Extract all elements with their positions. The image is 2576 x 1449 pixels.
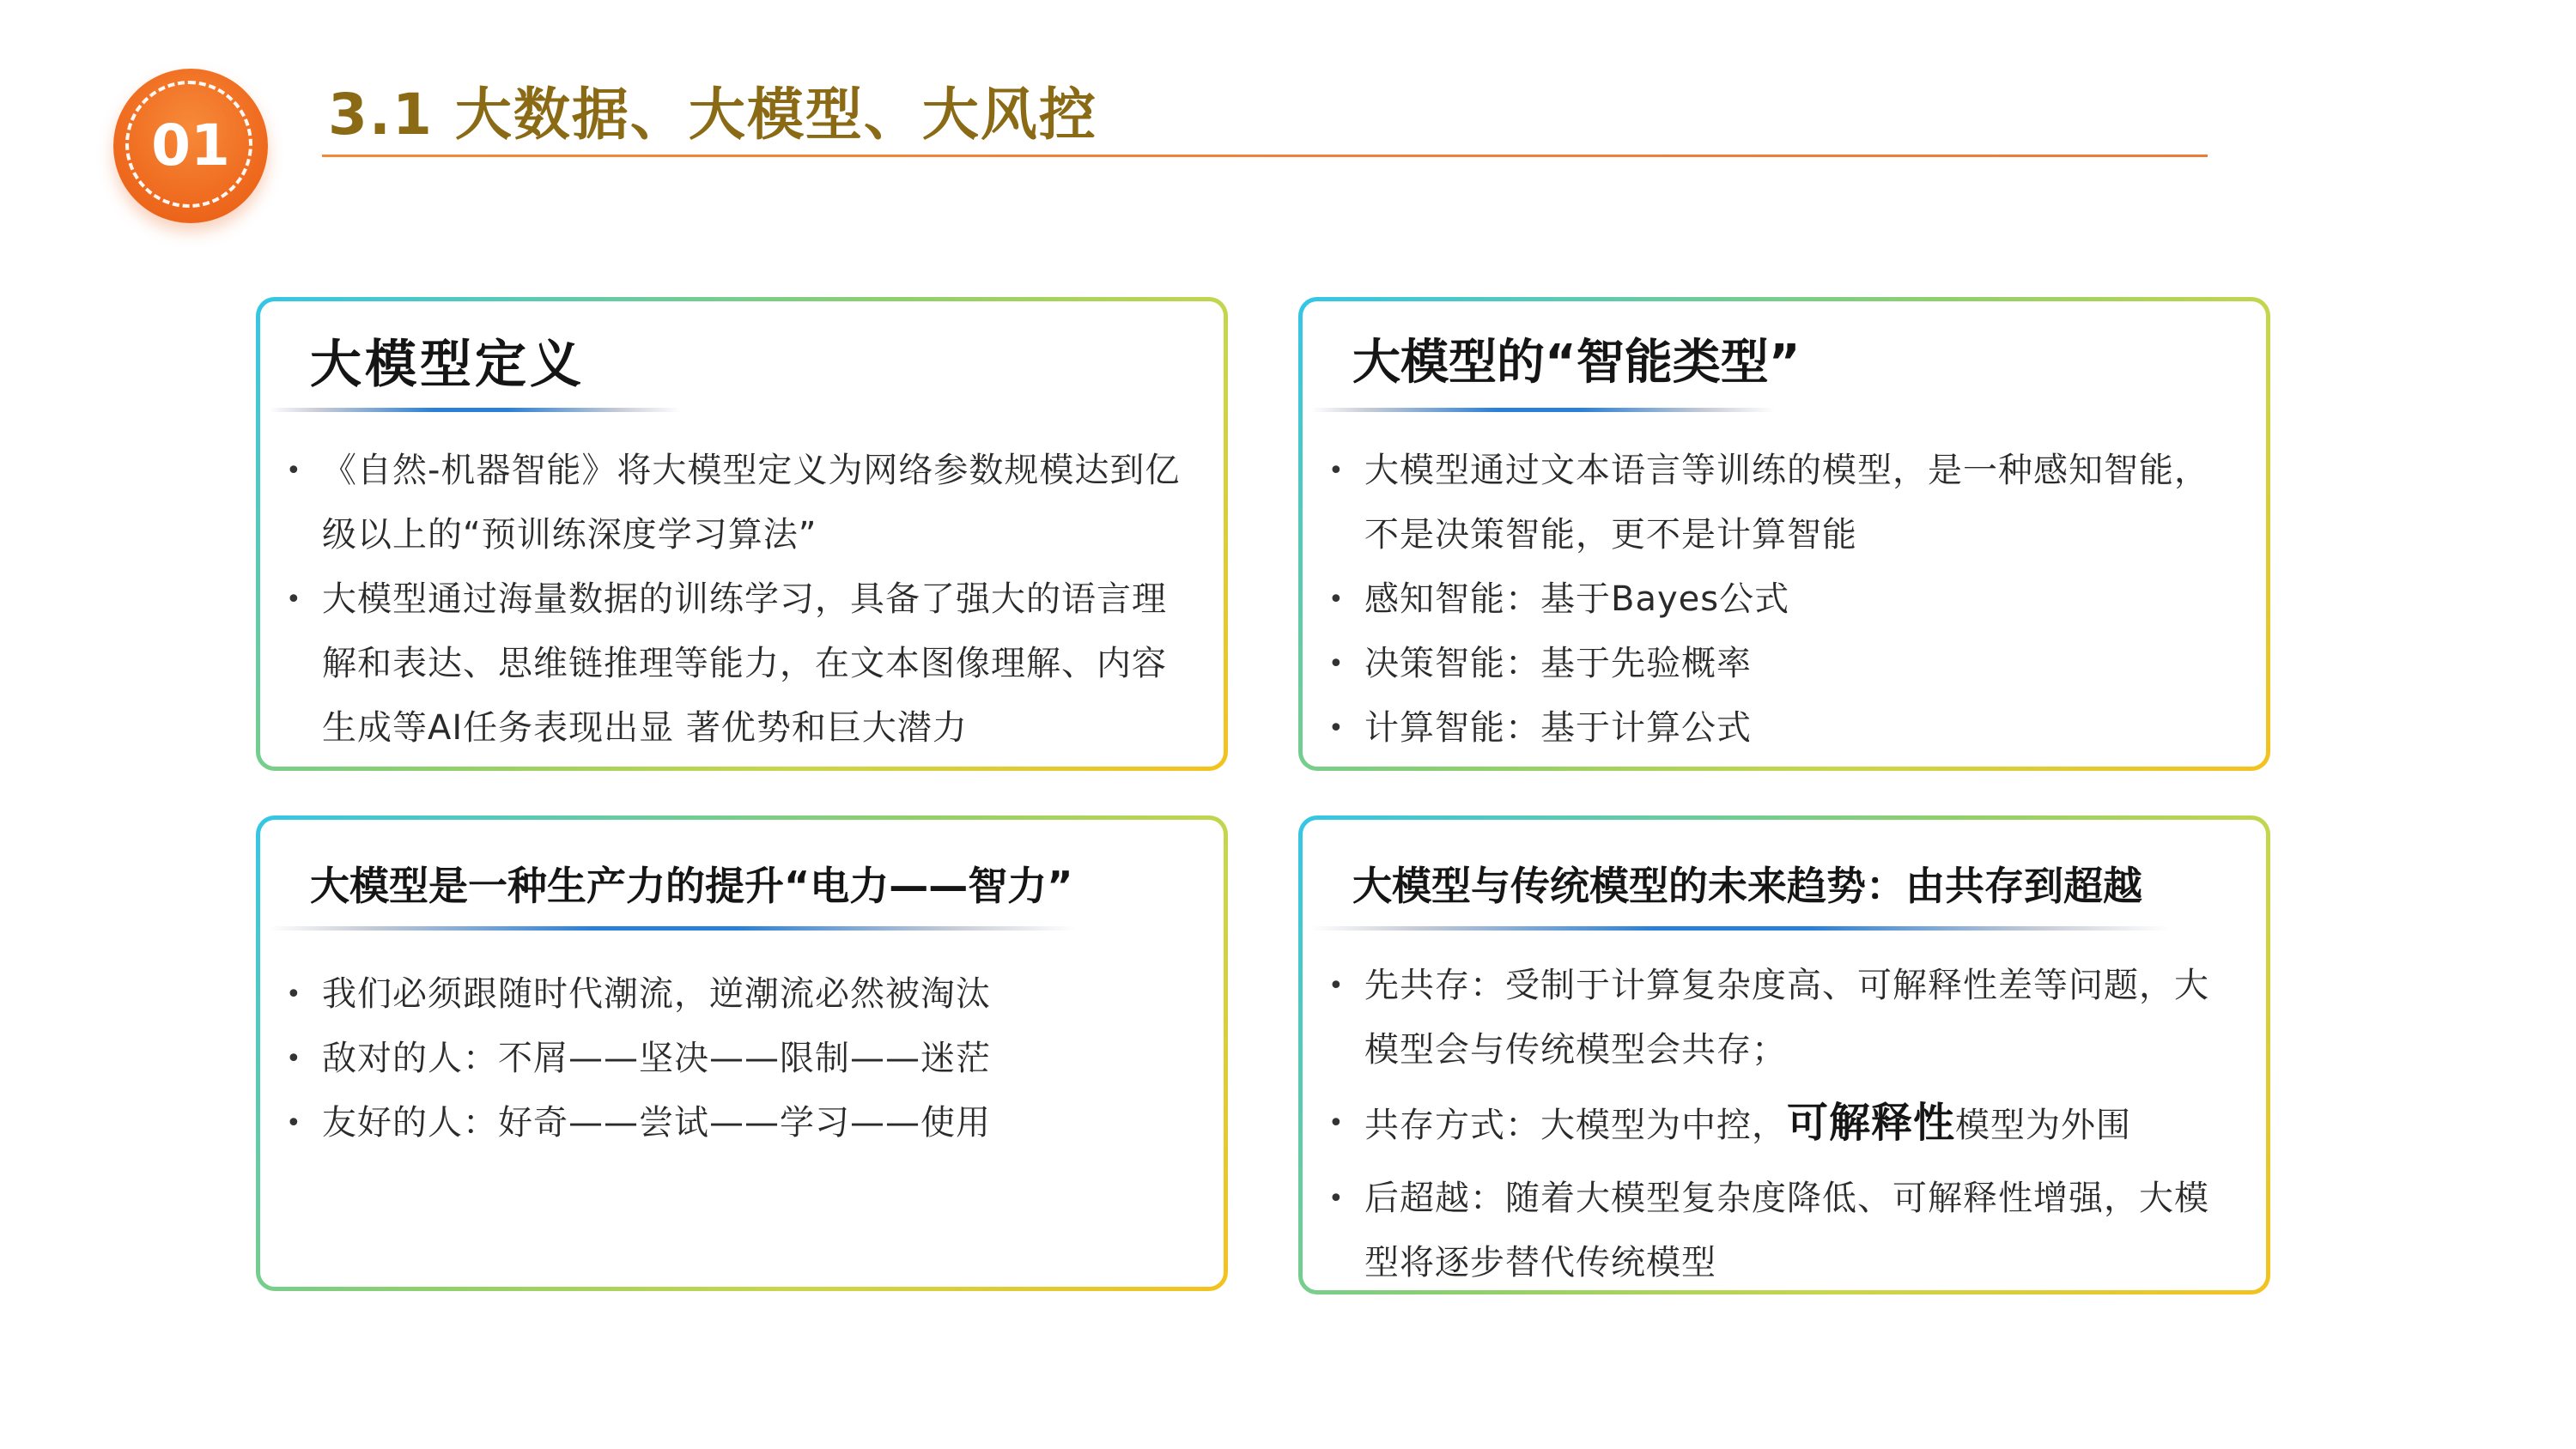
bullet-icon: • [286, 1108, 302, 1138]
list-item-text-before: 共存方式：大模型为中控， [1364, 1106, 1787, 1145]
list-item [1303, 632, 2266, 696]
card-title: 大模型定义 [310, 335, 585, 395]
page-title: 3.1 大数据、大模型、大风控 [328, 82, 1097, 148]
bullet-list [260, 439, 1224, 761]
list-item-text: 《自然-机器智能》将大模型定义为网络参数规模达到亿级以上的“预训练深度学习算法” [322, 451, 1181, 555]
list-item [1303, 1091, 2266, 1158]
list-item-text: 友好的人：好奇——尝试——学习——使用 [322, 1103, 991, 1143]
bullet-icon: • [286, 1044, 302, 1074]
section-number-badge [113, 69, 268, 223]
card-productivity [256, 815, 1228, 1291]
list-item [1303, 696, 2266, 761]
card-title: 大模型的“智能类型” [1352, 335, 1801, 391]
card-future-trend [1298, 815, 2270, 1294]
list-item [260, 1091, 1224, 1155]
list-item-text: 先共存：受制于计算复杂度高、可解释性差等问题，大模型会与传统模型会共存； [1364, 966, 2209, 1070]
emphasis-text: 可解释性 [1787, 1099, 1956, 1147]
bullet-list [260, 962, 1224, 1155]
card-definition [256, 297, 1228, 771]
list-item-text: 我们必须跟随时代潮流，逆潮流必然被淘汰 [322, 974, 991, 1014]
card-title: 大模型是一种生产力的提升“电力——智力” [310, 863, 1073, 909]
list-item-text: 敌对的人：不屑——坚决——限制——迷茫 [322, 1039, 991, 1078]
card-title-underline [1311, 408, 1775, 412]
list-item [260, 1027, 1224, 1091]
bullet-icon: • [1328, 585, 1345, 615]
list-item [260, 962, 1224, 1027]
bullet-list [1303, 954, 2266, 1304]
list-item-text: 后超越：随着大模型复杂度降低、可解释性增强，大模型将逐步替代传统模型 [1364, 1179, 2209, 1282]
bullet-icon: • [1328, 713, 1345, 743]
title-divider [322, 155, 2208, 157]
bullet-icon: • [286, 456, 302, 486]
bullet-icon: • [1328, 456, 1345, 486]
bullet-icon: • [1328, 1108, 1345, 1138]
bullet-icon: • [286, 585, 302, 615]
list-item [1303, 954, 2266, 1082]
list-item-text: 大模型通过海量数据的训练学习，具备了强大的语言理解和表达、思维链推理等能力，在文本图像理解、内容生成等AI任务表现出显 著优势和巨大潜力 [322, 579, 1167, 748]
bullet-list [1303, 439, 2266, 761]
list-item-text: 感知智能：基于Bayes公式 [1364, 579, 1790, 619]
list-item [1303, 567, 2266, 632]
card-intelligence-type [1298, 297, 2270, 771]
bullet-icon: • [286, 979, 302, 1009]
card-title-underline [269, 926, 1076, 931]
list-item-text: 决策智能：基于先验概率 [1364, 644, 1752, 683]
bullet-icon: • [1328, 971, 1345, 1001]
card-title-underline [269, 408, 681, 412]
bullet-icon: • [1328, 649, 1345, 679]
list-item-text: 大模型通过文本语言等训练的模型，是一种感知智能，不是决策智能，更不是计算智能 [1364, 451, 2209, 555]
list-item [1303, 1167, 2266, 1295]
list-item [260, 567, 1224, 761]
list-item-text-after: 模型为外围 [1955, 1106, 2132, 1145]
list-item [1303, 439, 2266, 567]
section-number: 01 [151, 112, 230, 179]
card-title: 大模型与传统模型的未来趋势：由共存到超越 [1352, 863, 2142, 909]
list-item [260, 439, 1224, 567]
bullet-icon: • [1328, 1184, 1345, 1214]
card-title-underline [1311, 926, 2170, 931]
list-item-text: 计算智能：基于计算公式 [1364, 708, 1752, 748]
